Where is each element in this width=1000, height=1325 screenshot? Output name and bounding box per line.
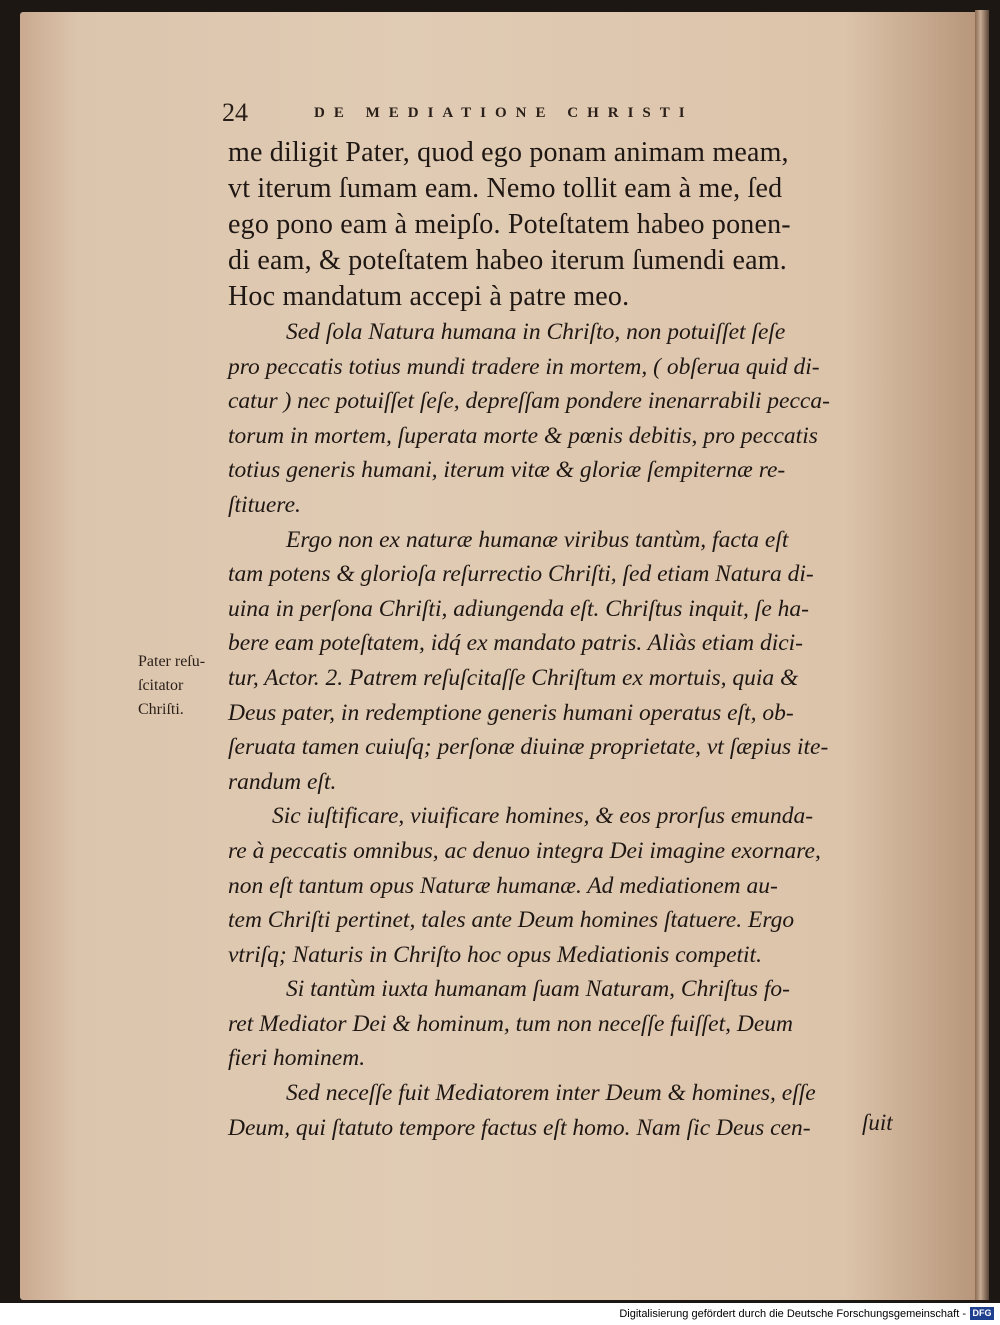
dfg-logo: DFG [970,1307,994,1320]
text-line: vtriſq; Naturis in Chriſto hoc opus Mediationis competit. [228,941,762,968]
text-line: tur, Actor. 2. Patrem reſuſcitaſſe Chriſtum ex mortuis, quia & [228,664,799,691]
funding-credit: Digitalisierung gefördert durch die Deutsche Forschungsgemeinschaft - [619,1308,966,1320]
roman-passage [228,135,913,315]
text-line: bere eam poteſtatem, idq́ ex mandato patris. Aliàs etiam dici- [228,630,804,657]
text-line: di eam, & poteſtatem habeo iterum ſumendi eam. [228,245,787,276]
running-head [222,98,912,128]
text-line: re à peccatis omnibus, ac denuo integra Dei imagine exornare, [228,837,821,864]
text-line: Sic iuſtificare, viuificare homines, & eos prorſus emunda- [272,803,814,830]
italic-passage [228,315,913,1145]
text-line: Sed ſola Natura humana in Chriſto, non potuiſſet ſeſe [286,319,786,345]
text-line: non eſt tantum opus Naturæ humanæ. Ad mediationem au- [228,872,778,899]
running-title: DE MEDIATIONE CHRISTI [314,105,694,121]
text-line: randum eſt. [228,768,337,795]
main-text [228,135,913,1145]
text-line: ret Mediator Dei & hominum, tum non neceſſe fuiſſet, Deum [228,1010,793,1037]
text-line: ſeruata tamen cuiuſq; perſonæ diuinæ proprietate, vt ſæpius ite- [228,734,829,761]
margin-note-line: Chriſti. [138,701,184,718]
page-edge [975,10,989,1300]
text-line: tem Chriſti pertinet, tales ante Deum homines ſtatuere. Ergo [228,907,795,934]
catchword: ſuit [862,1110,893,1135]
text-line: tam potens & glorioſa reſurrectio Chriſti, ſed etiam Natura di- [228,561,814,588]
page-number: 24 [222,98,248,127]
digitization-footer [0,1303,1000,1325]
text-line: vt iterum ſumam eam. Nemo tollit eam à me, ſed [228,173,783,204]
text-line: Deum, qui ſtatuto tempore factus eſt homo. Nam ſic Deus cen- [228,1114,811,1141]
margin-note-line: Pater reſu- [138,653,206,670]
text-line: torum in mortem, ſuperata morte & pœnis debitis, pro peccatis [228,422,818,449]
text-line: Ergo non ex naturæ humanæ viribus tantùm, facta eſt [286,526,789,553]
text-line: catur ) nec potuiſſet ſeſe, depreſſam pondere inenarrabili pecca- [228,388,830,415]
text-line: me diligit Pater, quod ego ponam animam meam, [228,137,789,168]
text-line: Deus pater, in redemptione generis humani operatus eſt, ob- [228,699,794,726]
text-line: totius generis humani, iterum vitæ & gloriæ ſempiternæ re- [228,457,786,484]
text-line: uina in perſona Chriſti, adiungenda eſt. Chriſtus inquit, ſe ha- [228,595,809,622]
margin-note-line: ſcitator [138,677,184,694]
text-line: fieri hominem. [228,1045,366,1072]
text-line: Hoc mandatum accepi à patre meo. [228,281,630,312]
margin-note [138,650,238,722]
text-line: Sed neceſſe fuit Mediatorem inter Deum & homines, eſſe [286,1080,816,1107]
text-line: pro peccatis totius mundi tradere in mortem, ( obſerua quid di- [228,353,820,380]
text-line: ſtituere. [228,491,301,518]
text-line: ego pono eam à meipſo. Poteſtatem habeo ponen- [228,209,791,240]
text-line: Si tantùm iuxta humanam ſuam Naturam, Chriſtus fo- [286,976,790,1003]
